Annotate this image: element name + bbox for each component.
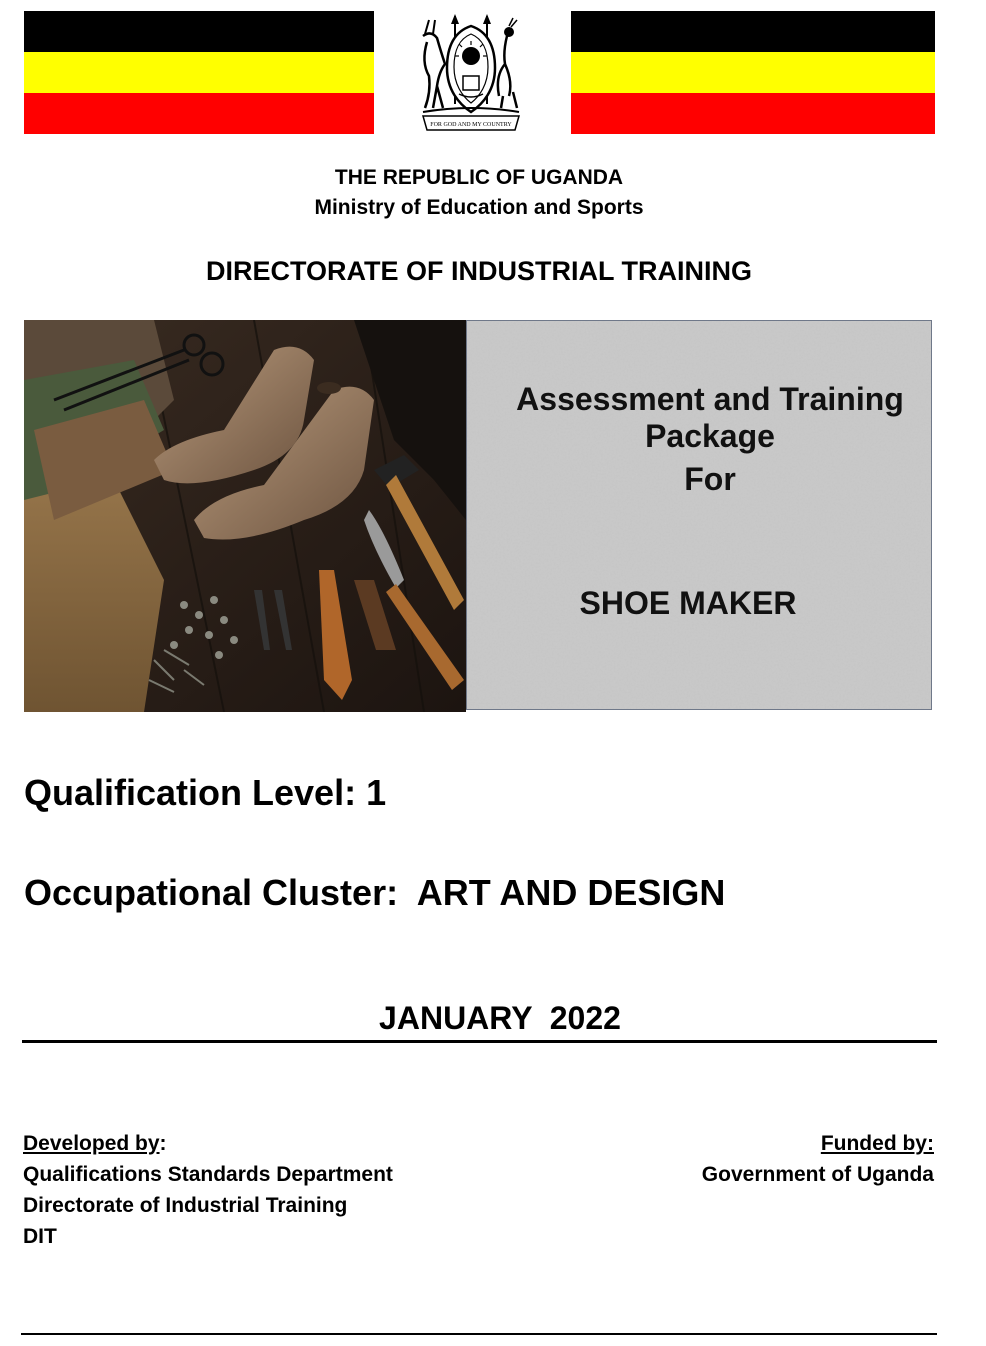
package-title-line3: For [684, 461, 736, 497]
uganda-coat-of-arms-icon [403, 12, 539, 134]
flag-stripe-yellow [24, 52, 374, 93]
title-panel [466, 320, 932, 710]
publication-date: JANUARY 2022 [379, 1000, 621, 1036]
funded-by-heading [702, 1128, 934, 1159]
divider-bottom [21, 1333, 937, 1335]
flag-stripe-red [24, 93, 374, 134]
developer-line: Qualifications Standards Department [23, 1163, 393, 1186]
shoemaking-tools-photo [24, 320, 466, 712]
qualification-level: Qualification Level: 1 [24, 772, 387, 813]
coat-of-arms-motto: FOR GOD AND MY COUNTRY [430, 122, 512, 128]
developed-by-heading [23, 1128, 393, 1159]
flag-stripe-red [571, 93, 935, 134]
funded-by-colon: : [927, 1132, 934, 1155]
occupation-title: SHOE MAKER [579, 585, 797, 621]
developed-by-label: Developed by [23, 1132, 160, 1155]
funder-line: Government of Uganda [701, 1163, 934, 1186]
package-title-line2: Package [645, 418, 775, 454]
funded-by-label: Funded by [820, 1132, 927, 1155]
ministry-heading: Ministry of Education and Sports [314, 196, 644, 219]
flag-stripe-black [24, 11, 374, 52]
flag-stripe-yellow [571, 52, 935, 93]
uganda-flag-left [24, 11, 374, 134]
republic-heading: THE REPUBLIC OF UGANDA [334, 166, 624, 189]
occupational-cluster: Occupational Cluster: ART AND DESIGN [24, 872, 726, 913]
package-title-line1: Assessment and Training [516, 381, 904, 417]
developed-by-colon: : [159, 1132, 167, 1155]
directorate-heading: DIRECTORATE OF INDUSTRIAL TRAINING [206, 256, 752, 286]
developer-line: DIT [23, 1225, 57, 1248]
developer-line: Directorate of Industrial Training [23, 1194, 348, 1217]
developed-by-block [23, 1128, 393, 1252]
divider-top [22, 1040, 937, 1043]
flag-stripe-black [571, 11, 935, 52]
uganda-flag-right [571, 11, 935, 134]
funded-by-block [702, 1128, 934, 1190]
